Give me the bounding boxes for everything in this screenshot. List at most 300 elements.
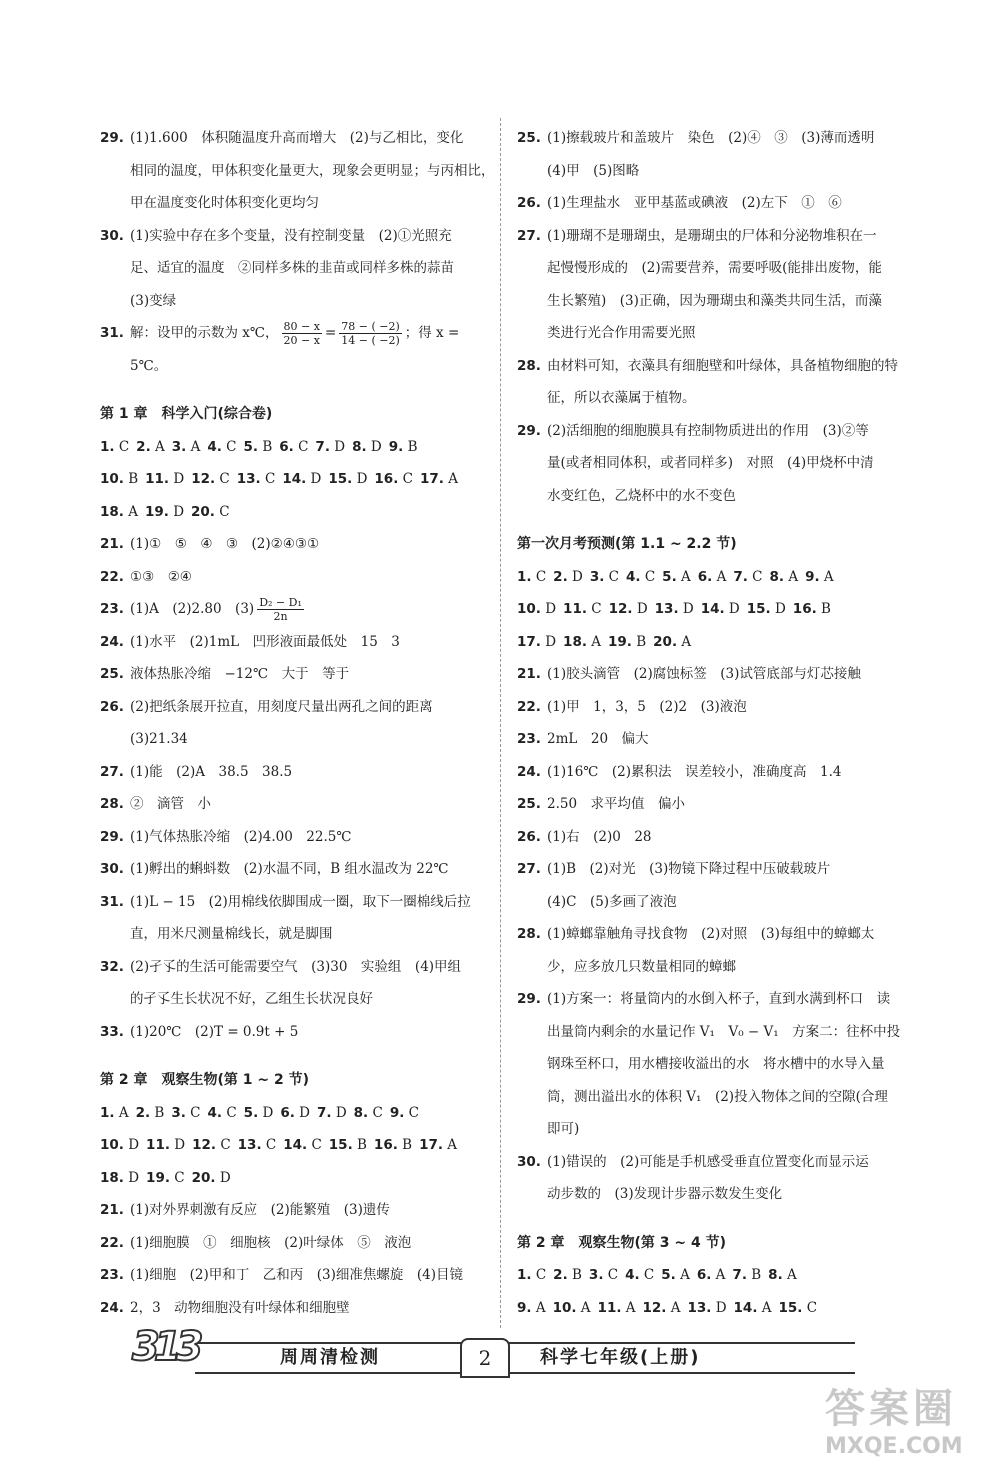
page-footer <box>132 1324 850 1380</box>
question-number: 23. <box>100 1267 124 1283</box>
question-number: 7. <box>315 438 330 455</box>
answer-entry <box>100 853 480 886</box>
section-title: 第一次月考预测(第 1.1 ~ 2.2 节) <box>517 536 737 552</box>
right-top-answers <box>517 122 897 512</box>
question-number: 18. <box>100 503 124 520</box>
choice-letter: D <box>334 438 346 455</box>
question-number: 26. <box>517 828 541 845</box>
choice-answer <box>517 593 556 626</box>
fraction: $\frac{78 - ( -2)}{14 - ( -2)}$ <box>341 320 400 347</box>
choice-answer <box>779 1292 818 1325</box>
question-number: 28. <box>517 357 541 374</box>
answer-line: (1)实验中存在多个变量，没有控制变量 (2)①光照充 <box>130 227 452 244</box>
answer-text <box>130 756 480 789</box>
question-number: 22. <box>100 568 124 585</box>
answer-text <box>547 350 898 415</box>
answer-line: 直，用米尺测量棉线长，就是脚围 <box>130 926 333 942</box>
section-title: 第 2 章 观察生物(第 3 ~ 4 节) <box>517 1234 726 1251</box>
choice-letter: C <box>220 1137 231 1153</box>
choice-answer <box>146 1162 185 1195</box>
choice-answer <box>661 1259 690 1292</box>
choice-letter: D <box>356 471 368 487</box>
choice-answer <box>625 1259 654 1292</box>
answer-line: (1)错误的 (2)可能是手机感受垂直位置变化而显示运 <box>547 1153 869 1170</box>
question-number: 24. <box>100 1299 124 1316</box>
question-number: 5. <box>243 438 259 455</box>
question-number: 4. <box>207 1104 223 1121</box>
answer-line: 动步数的 (3)发现计步器示数发生变化 <box>547 1186 783 1202</box>
choice-row <box>100 431 480 464</box>
answer-entry <box>100 1259 480 1292</box>
choice-letter: B <box>402 1137 413 1153</box>
answer-line: (1)对外界刺激有反应 (2)能繁殖 (3)遗传 <box>130 1202 390 1218</box>
question-number: 7. <box>732 1267 747 1283</box>
answer-line: 征，所以衣藻属于植物。 <box>547 390 696 406</box>
question-number: 1. <box>100 1104 115 1121</box>
choice-answer <box>598 1292 636 1325</box>
question-number: 22. <box>100 1234 124 1251</box>
answer-line: 类进行光合作用需要光照 <box>547 325 696 341</box>
choice-answer <box>626 561 655 594</box>
answer-line: (1)细胞 (2)甲和丁 乙和丙 (3)细准焦螺旋 (4)目镜 <box>130 1267 463 1283</box>
choice-letter: C <box>644 568 656 585</box>
choice-answer <box>100 1097 129 1130</box>
choice-answer <box>590 561 619 594</box>
question-number: 9. <box>517 1299 532 1316</box>
choice-row <box>100 1097 480 1130</box>
choice-answer <box>553 1292 591 1325</box>
answer-line: (1)能 (2)A 38.5 38.5 <box>130 763 293 780</box>
choice-answer <box>192 1129 231 1162</box>
choice-answer <box>244 431 273 464</box>
answer-line: (1)① ⑤ ④ ③ (2)②④③① <box>130 536 320 552</box>
choice-letter: C <box>408 1104 419 1121</box>
fraction: $\frac{\text{D₂ − D₁}}{2n}$ <box>259 596 302 623</box>
section-title: 第 2 章 观察生物(第 1 ~ 2 节) <box>100 1072 309 1088</box>
question-number: 27. <box>100 763 124 780</box>
answer-text <box>130 886 480 951</box>
question-number: 24. <box>517 763 541 780</box>
choice-answer <box>653 626 691 659</box>
choice-letter: C <box>535 1267 547 1283</box>
answer-line: (2)把纸条展开拉直，用刻度尺量出两孔之间的距离 <box>130 698 433 715</box>
answer-entry <box>517 350 897 415</box>
answer-text <box>547 1146 897 1211</box>
answer-text <box>547 220 897 350</box>
choice-answer <box>655 593 694 626</box>
answer-text <box>547 723 897 756</box>
answer-list <box>100 1194 480 1324</box>
choice-answer <box>734 1292 772 1325</box>
question-number: 3. <box>588 1267 604 1283</box>
question-number: 26. <box>100 698 124 715</box>
question-number: 11. <box>145 471 170 487</box>
answer-text <box>130 220 480 318</box>
choice-letter: A <box>580 1299 591 1316</box>
choice-letter: D <box>299 1104 310 1121</box>
answer-line: (3)变绿 <box>130 292 177 309</box>
question-number: 30. <box>517 1153 541 1170</box>
question-number: 17. <box>517 633 541 650</box>
left-top-answers <box>100 122 495 317</box>
question-number: 7. <box>316 1104 332 1121</box>
answer-line: ② 滴管 小 <box>130 796 211 812</box>
question-number: 25. <box>100 666 124 682</box>
choice-letter: C <box>264 471 276 487</box>
answer-entry <box>100 658 480 691</box>
choice-letter: C <box>535 568 547 585</box>
answer-list <box>100 528 480 593</box>
choice-letter: C <box>174 1169 185 1186</box>
choice-row <box>517 561 897 594</box>
question-number: 33. <box>100 1023 124 1040</box>
answer-line: 筒，测出溢出水的体积 V₁ (2)投入物体之间的空隙(合理 <box>547 1088 888 1105</box>
choice-row <box>517 1292 897 1325</box>
answer-line: (4)C (5)多画了液泡 <box>547 893 677 910</box>
choice-letter: D <box>682 601 694 617</box>
answer-line: (2)活细胞的细胞膜具有控制物质进出的作用 (3)②等 <box>547 422 869 439</box>
choice-letter: B <box>751 1267 762 1283</box>
brand-logo: 313 <box>132 1324 198 1370</box>
answer-entry <box>100 691 480 756</box>
choice-letter: A <box>681 633 692 650</box>
answer-text: 解：设甲的示数为 x℃， $\frac{80 - x}{20 - x}$ = $\frac{78 - ( -2)}{14 - ( -2)}$ ；得 x = 5℃。 <box>130 320 460 374</box>
question-number: 13. <box>236 471 261 487</box>
question-number: 9. <box>388 438 404 455</box>
answer-entry <box>100 821 480 854</box>
choice-letter: C <box>265 1137 277 1153</box>
question-number: 16. <box>792 601 817 617</box>
choice-answer <box>643 1292 681 1325</box>
choice-answer <box>146 1129 185 1162</box>
watermark-url: MXQE.COM <box>825 1434 963 1459</box>
choice-answer <box>317 1097 347 1130</box>
choice-answer <box>805 561 834 594</box>
question-number: 15. <box>746 601 771 617</box>
watermark-text: 答案圈 <box>825 1386 957 1432</box>
question-number: 5. <box>662 568 677 585</box>
answer-text <box>130 853 480 886</box>
answer-entry <box>100 756 480 789</box>
question-number: 23. <box>100 601 124 617</box>
answer-entry <box>517 853 897 918</box>
choice-answer <box>793 593 831 626</box>
question-number: 22. <box>517 698 541 715</box>
choice-answer <box>238 1129 277 1162</box>
question-number: 29. <box>100 828 124 845</box>
question-number: 11. <box>146 1137 170 1153</box>
choice-answer <box>662 561 691 594</box>
choice-answer <box>100 1162 139 1195</box>
answer-text <box>130 658 480 691</box>
answer-line: (4)甲 (5)图略 <box>547 162 640 179</box>
question-number: 29. <box>517 991 541 1007</box>
question-number: 20. <box>191 1169 216 1186</box>
choice-letter: D <box>128 1137 140 1153</box>
watermark <box>825 1385 985 1471</box>
question-number: 6. <box>280 1104 295 1121</box>
choice-letter: D <box>219 1169 231 1186</box>
fraction: $\frac{80 - x}{20 - x}$ <box>283 320 320 347</box>
choice-letter: D <box>128 1169 140 1186</box>
question-number: 31. <box>100 325 124 341</box>
choice-letter: B <box>407 438 418 455</box>
choice-letter: A <box>715 1267 726 1283</box>
question-number: 2. <box>553 1267 568 1283</box>
choice-letter: B <box>821 601 831 617</box>
answer-line: 钢珠至杯口，用水槽接收溢出的水 将水槽中的水导入量 <box>547 1056 885 1072</box>
answer-entry <box>100 220 480 318</box>
choice-letter: D <box>636 601 648 617</box>
answer-text <box>130 561 480 594</box>
choice-letter: C <box>752 568 763 585</box>
answer-text <box>547 821 897 854</box>
question-number: 28. <box>517 926 541 942</box>
choice-letter: C <box>219 503 230 520</box>
answer-line: 少，应多放几只数量相同的蟑螂 <box>547 958 736 975</box>
question-number: 25. <box>517 130 541 146</box>
column-divider <box>500 118 501 1328</box>
question-number: 12. <box>191 471 216 487</box>
answer-line: 的孑孓生长状况不好，乙组生长状况良好 <box>130 991 373 1007</box>
answer-list <box>517 658 901 1211</box>
book-title: 周周清检测 <box>280 1347 380 1368</box>
answer-line: (1)B (2)对光 (3)物镜下降过程中压破载玻片 <box>547 861 831 877</box>
choice-letter: D <box>174 1137 186 1153</box>
choice-answer <box>208 1097 237 1130</box>
choice-answer <box>374 463 413 496</box>
question-number: 10. <box>100 1137 124 1153</box>
question-number: 13. <box>237 1137 262 1153</box>
choice-letter: C <box>806 1299 818 1316</box>
answer-entry <box>100 593 480 626</box>
question-number: 19. <box>608 633 632 650</box>
answer-entry <box>100 1292 480 1325</box>
choice-answer <box>100 431 129 464</box>
answer-text <box>130 1259 480 1292</box>
answer-line: 2.50 求平均值 偏小 <box>547 796 686 812</box>
question-number: 14. <box>733 1299 758 1316</box>
choice-letter: D <box>572 568 583 585</box>
answer-line: (1)L − 15 (2)用棉线依脚围成一圈，取下一圈棉线后拉 <box>130 893 471 910</box>
choice-answer <box>136 1097 165 1130</box>
choice-answer <box>191 496 230 529</box>
choice-letter: C <box>219 471 230 487</box>
choice-letter: D <box>335 1104 347 1121</box>
answer-line: 出量筒内剩余的水量记作 V₁ V₀ − V₁ 方案二：往杯中投 <box>547 1023 901 1040</box>
answer-entry <box>517 220 897 350</box>
question-number: 24. <box>100 633 124 650</box>
choice-letter: A <box>716 568 727 585</box>
answer-entry <box>517 821 897 854</box>
question-number: 30. <box>100 227 124 244</box>
choice-letter: C <box>118 438 130 455</box>
question-number: 16. <box>373 1137 398 1153</box>
answer-entry <box>517 415 897 513</box>
choice-letter: D <box>173 503 185 520</box>
right-column <box>517 122 901 1324</box>
question-number: 21. <box>100 1202 124 1218</box>
choice-letter: B <box>128 471 139 487</box>
answer-entry <box>100 951 480 1016</box>
answer-line: (1)方案一：将量筒内的水倒入杯子，直到水满到杯口 读 <box>547 991 891 1007</box>
answer-text <box>130 1227 480 1260</box>
choice-answer <box>420 463 458 496</box>
answer-entry <box>100 317 480 382</box>
question-number: 26. <box>517 195 541 211</box>
choice-answer <box>100 463 138 496</box>
question-number: 8. <box>353 1104 369 1121</box>
answer-line: (1)蟑螂靠触角寻找食物 (2)对照 (3)每组中的蟑螂太 <box>547 926 875 942</box>
question-number: 1. <box>100 438 115 455</box>
question-number: 2. <box>136 438 151 455</box>
choice-row <box>100 496 480 529</box>
question-number: 3. <box>171 1104 186 1121</box>
choice-answer <box>354 1097 383 1130</box>
answer-line: (1)水平 (2)1mL 凹形液面最低处 15 3 <box>130 633 400 650</box>
answer-entry <box>517 756 897 789</box>
choice-letter: A <box>670 1299 681 1316</box>
choice-letter: A <box>787 1267 797 1283</box>
choice-answer <box>145 463 184 496</box>
question-number: 32. <box>100 958 124 975</box>
answer-line: (1)珊瑚不是珊瑚虫，是珊瑚虫的尸体和分泌物堆积在一 <box>547 227 877 244</box>
answer-text <box>130 122 495 220</box>
choice-row <box>517 593 897 626</box>
answer-entry <box>100 788 480 821</box>
choice-answer <box>768 1259 797 1292</box>
answer-line: 即可) <box>547 1121 580 1137</box>
choice-letter: B <box>357 1137 367 1153</box>
answer-text <box>130 951 480 1016</box>
choice-letter: D <box>545 601 557 617</box>
answer-entry <box>100 1016 480 1049</box>
question-number: 15. <box>328 1137 353 1153</box>
answer-line: (2)孑孓的生活可能需要空气 (3)30 实验组 (4)甲组 <box>130 958 462 975</box>
answer-text <box>130 528 480 561</box>
question-number: 19. <box>146 1169 170 1186</box>
answer-line: 量(或者相同体积，或者同样多) 对照 (4)甲烧杯中清 <box>547 455 874 471</box>
question-number: 13. <box>654 601 679 617</box>
choice-letter: A <box>680 1267 690 1283</box>
question-number: 1. <box>517 568 532 585</box>
question-number: 9. <box>805 568 820 585</box>
choice-answer <box>279 431 308 464</box>
choice-letter: A <box>118 1104 129 1121</box>
question-number: 12. <box>642 1299 667 1316</box>
question-number: 6. <box>279 438 294 455</box>
choice-answer <box>609 593 648 626</box>
question-number: 5. <box>243 1104 259 1121</box>
choice-letter: A <box>625 1299 636 1316</box>
choice-answer <box>701 593 740 626</box>
question-number: 11. <box>597 1299 622 1316</box>
question-number: 27. <box>517 227 541 244</box>
question-number: 25. <box>517 796 541 812</box>
question-number: 17. <box>419 1137 443 1153</box>
answer-entry <box>517 658 897 691</box>
choice-answer <box>329 1129 367 1162</box>
question-number: 21. <box>100 536 124 552</box>
choice-letter: A <box>448 471 458 487</box>
multiple-choice-answers <box>517 1259 897 1324</box>
question-number: 9. <box>389 1104 405 1121</box>
answer-line: 生长繁殖) (3)正确，因为珊瑚虫和藻类共同生活，而藻 <box>547 292 882 309</box>
answer-entry <box>100 626 480 659</box>
question-number: 3. <box>171 438 187 455</box>
choice-answer <box>283 1129 322 1162</box>
choice-letter: C <box>372 1104 383 1121</box>
answer-text <box>547 415 897 513</box>
question-number: 1. <box>517 1267 532 1283</box>
choice-letter: C <box>226 1104 237 1121</box>
answer-line: 足、适宜的温度 ②同样多株的韭苗或同样多株的蒜苗 <box>130 260 454 276</box>
choice-answer <box>207 431 236 464</box>
answer-line: 水变红色，乙烧杯中的水不变色 <box>547 487 736 504</box>
answer-line: (1)16℃ (2)累积法 误差较小，准确度高 1.4 <box>547 763 842 780</box>
question-number: 18. <box>563 633 587 650</box>
question-number: 8. <box>768 1267 783 1283</box>
question-number: 29. <box>100 130 124 146</box>
question-number: 20. <box>653 633 678 650</box>
choice-answer <box>100 496 138 529</box>
choice-answer <box>244 1097 274 1130</box>
question-number: 13. <box>687 1299 712 1316</box>
choice-answer <box>328 463 367 496</box>
choice-row <box>517 626 897 659</box>
choice-answer <box>697 1259 726 1292</box>
choice-answer <box>517 1292 546 1325</box>
choice-letter: A <box>823 568 834 585</box>
choice-answer <box>732 1259 761 1292</box>
question-number: 29. <box>517 422 541 439</box>
choice-letter: A <box>155 438 165 455</box>
answer-entry <box>100 122 495 220</box>
question-number: 5. <box>661 1267 676 1283</box>
choice-letter: A <box>681 568 691 585</box>
answer-line: (1)细胞膜 ① 细胞核 (2)叶绿体 ⑤ 液泡 <box>130 1234 412 1251</box>
answer-line: (1)孵出的蝌蚪数 (2)水温不同，B 组水温改为 22℃ <box>130 861 449 877</box>
answer-entry <box>517 918 897 983</box>
choice-answer <box>589 1259 618 1292</box>
choice-answer <box>171 1097 200 1130</box>
answer-line: 液体热胀冷缩 −12℃ 大于 等于 <box>130 666 350 682</box>
answer-text <box>130 788 480 821</box>
answer-line: (1)甲 1，3，5 (2)2 (3)液泡 <box>547 698 747 715</box>
choice-letter: D <box>774 601 786 617</box>
question-number: 14. <box>282 471 307 487</box>
choice-answer <box>698 561 727 594</box>
answer-entry <box>517 187 897 220</box>
section-title: 第 1 章 科学入门(综合卷) <box>100 406 273 422</box>
question-number: 23. <box>517 731 541 747</box>
question-number: 11. <box>563 601 587 617</box>
question-number: 7. <box>733 568 748 585</box>
choice-letter: C <box>608 568 619 585</box>
question-number: 15. <box>328 471 353 487</box>
question-number: 4. <box>207 438 222 455</box>
question-number: 21. <box>517 666 541 682</box>
answer-entry <box>517 691 897 724</box>
choice-letter: D <box>262 1104 274 1121</box>
left-column <box>100 122 495 1324</box>
question-number: 6. <box>696 1267 712 1283</box>
choice-letter: B <box>572 1267 582 1283</box>
choice-answer <box>390 1097 419 1130</box>
choice-answer <box>192 1162 231 1195</box>
multiple-choice-answers <box>517 561 897 659</box>
question-number: 17. <box>419 471 444 487</box>
